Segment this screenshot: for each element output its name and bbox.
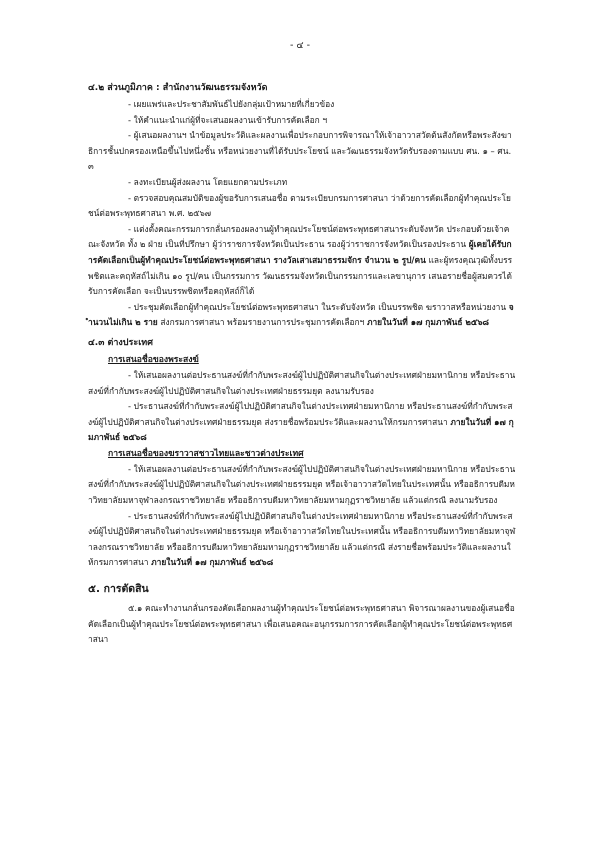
sec-4-2-item-4: - ลงทะเบียนผู้ส่งผลงาน โดยแยกตามประเภท <box>128 176 288 187</box>
section-4-2-heading: ๔.๒ ส่วนภูมิภาค : สำนักงานวัฒนธรรมจังหวัด <box>88 83 268 93</box>
page-number: - ๔ - <box>289 40 311 51</box>
monk-item-2-deadline: ภายในวันที่ ๑๗ กุมภาพันธ์ ๒๕๖๘ <box>88 416 514 443</box>
sec-4-2-item-3: - ผู้เสนอผลงานฯ นำข้อมูลประวัติและผลงานเพื่อประกอบการพิจารณาให้เจ้าอาวาสวัดต้นสังกัดหรือพระสังฆาธิการชั้นปกครองเหนือขึ้นไปหนึ่งชั้น หรือหน่วยงานที่ได้รับประโยชน์ และวัฒนธรรมจังหวัดรับรองตามแบบ ศน. ๑ – ศน. ๓ <box>88 130 512 172</box>
section-4-3-heading: ๔.๓ ต่างประเทศ <box>88 337 153 348</box>
sec-4-2-committee <box>88 222 516 300</box>
document-body <box>88 80 516 648</box>
sec-5-item-1: ๕.๑ คณะทำงานกลั่นกรองคัดเลือกผลงานผู้ทำคุณประโยชน์ต่อพระพุทธศาสนา พิจารณาผลงานของผู้เสนอชื่อคัดเลือกเป็นผู้ทำคุณประโยชน์ต่อพระพุทธศาสนา เพื่อเสนอคณะอนุกรรมการการคัดเลือกผู้ทำคุณประโยชน์ต่อพระพุทธศาสนา <box>88 603 515 645</box>
committee-text-a: - แต่งตั้งคณะกรรมการกลั่นกรองผลงานผู้ทำคุณประโยชน์ต่อพระพุทธศาสนาระดับจังหวัด ประกอบด้วยเจ้าคณะจังหวัด ทั้ง ๒ ฝ่าย เป็นที่ปรึกษา ผู้ว่าราชการจังหวัดเป็นประธาน รองผู้ว่าราชการจังหวัดเป็นรองประธาน <box>88 223 510 250</box>
committee-text-bold: ผู้เคยได้รับการคัดเลือกเป็นผู้ทำคุณประโยชน์ต่อพระพุทธศาสนา รางวัลเสาเสมาธรรมจักร จำนวน ๒ รูป/คน <box>88 239 512 265</box>
lay-item-2 <box>88 509 516 571</box>
lay-nomination-title: การเสนอชื่อของฆราวาสชาวไทยและชาวต่างประเทศ <box>108 448 304 459</box>
meeting-text-bold-1: จำนวนไม่เกิน ๒ ราย <box>88 301 514 328</box>
meeting-text-b: ส่งกรมการศาสนา พร้อมรายงานการประชุมการคัดเลือกฯ <box>157 317 367 328</box>
sec-4-2-item-5: - ตรวจสอบคุณสมบัติของผู้ขอรับการเสนอชื่อ ตามระเบียบกรมการศาสนา ว่าด้วยการคัดเลือกผู้ทำคุณประโยชน์ต่อพระพุทธศาสนา พ.ศ. ๒๕๖๗ <box>88 192 511 219</box>
monk-item-2 <box>88 399 516 446</box>
monk-item-1: - ให้เสนอผลงานต่อประธานสงฆ์ที่กำกับพระสงฆ์ผู้ไปปฏิบัติศาสนกิจในต่างประเทศฝ่ายมหานิกาย หรือประธานสงฆ์ที่กำกับพระสงฆ์ผู้ไปปฏิบัติศาสนกิจในต่างประเทศฝ่ายธรรมยุต ลงนามรับรอง <box>88 369 516 396</box>
lay-item-2-deadline: ภายในวันที่ ๑๗ กุมภาพันธ์ ๒๕๖๘ <box>151 557 274 568</box>
sec-4-2-item-1: - เผยแพร่และประชาสัมพันธ์ไปยังกลุ่มเป้าหมายที่เกี่ยวข้อง <box>128 99 335 109</box>
monk-item-2-text: - ประธานสงฆ์ที่กำกับพระสงฆ์ผู้ไปปฏิบัติศาสนกิจในต่างประเทศฝ่ายมหานิกาย หรือประธานสงฆ์ที่กำกับพระสงฆ์ผู้ไปปฏิบัติศาสนกิจในต่างประเทศฝ่ายธรรมยุต ส่งรายชื่อพร้อมประวัติและผลงานให้กรมการศาสนา <box>88 401 513 427</box>
lay-item-2-text: - ประธานสงฆ์ที่กำกับพระสงฆ์ผู้ไปปฏิบัติศาสนกิจในต่างประเทศฝ่ายมหานิกาย หรือประธานสงฆ์ที่กำกับพระสงฆ์ผู้ไปปฏิบัติศาสนกิจในต่างประเทศฝ่ายธรรมยุต หรือเจ้าอาวาสวัดไทยในประเทศนั้น หรืออธิการบดีมหาวิทยาลัยมหาจุฬาลงกรณราชวิทยาลัย หรืออธิการบดีมหาวิทยาลัยมหามกุฏราชวิทยาลัย แล้วแต่กรณี ส่งรายชื่อพร้อมประวัติและผลงานให้กรมการศาสนา <box>88 510 516 568</box>
sec-4-2-meeting <box>88 300 516 331</box>
section-5-heading: ๕. การตัดสิน <box>88 583 149 596</box>
lay-item-1: - ให้เสนอผลงานต่อประธานสงฆ์ที่กำกับพระสงฆ์ผู้ไปปฏิบัติศาสนกิจในต่างประเทศฝ่ายมหานิกาย หรือประธานสงฆ์ที่กำกับพระสงฆ์ผู้ไปปฏิบัติศาสนกิจในต่างประเทศฝ่ายธรรมยุต หรือเจ้าอาวาสวัดไทยในประเทศนั้น หรืออธิการบดีมหาวิทยาลัยมหาจุฬาลงกรณราชวิทยาลัย หรืออธิการบดีมหาวิทยาลัยมหามกุฏราชวิทยาลัย แล้วแต่กรณี ลงนามรับรอง <box>88 463 516 506</box>
monk-nomination-title: การเสนอชื่อของพระสงฆ์ <box>108 354 199 365</box>
meeting-text-a: - ประชุมคัดเลือกผู้ทำคุณประโยชน์ต่อพระพุทธศาสนา ในระดับจังหวัด เป็นบรรพชิต ฆราวาสหรือหน่วยงาน <box>128 301 509 312</box>
sec-4-2-item-2: - ให้คำแนะนำแก่ผู้ที่จะเสนอผลงานเข้ารับการคัดเลือก ฯ <box>128 114 328 125</box>
committee-text-b: และผู้ทรงคุณวุฒิทั้งบรรพชิตและคฤหัสถ์ไม่เกิน ๑๐ รูป/คน เป็นกรรมการ วัฒนธรรมจังหวัดเป็นกรรมการและเลขานุการ เสนอรายชื่อผู้สมควรได้รับการคัดเลือก จะเป็นบรรพชิตหรือคฤหัสถ์ก็ได้ <box>88 254 513 297</box>
meeting-text-bold-2: ภายในวันที่ ๑๗ กุมภาพันธ์ ๒๕๖๘ <box>366 317 490 328</box>
